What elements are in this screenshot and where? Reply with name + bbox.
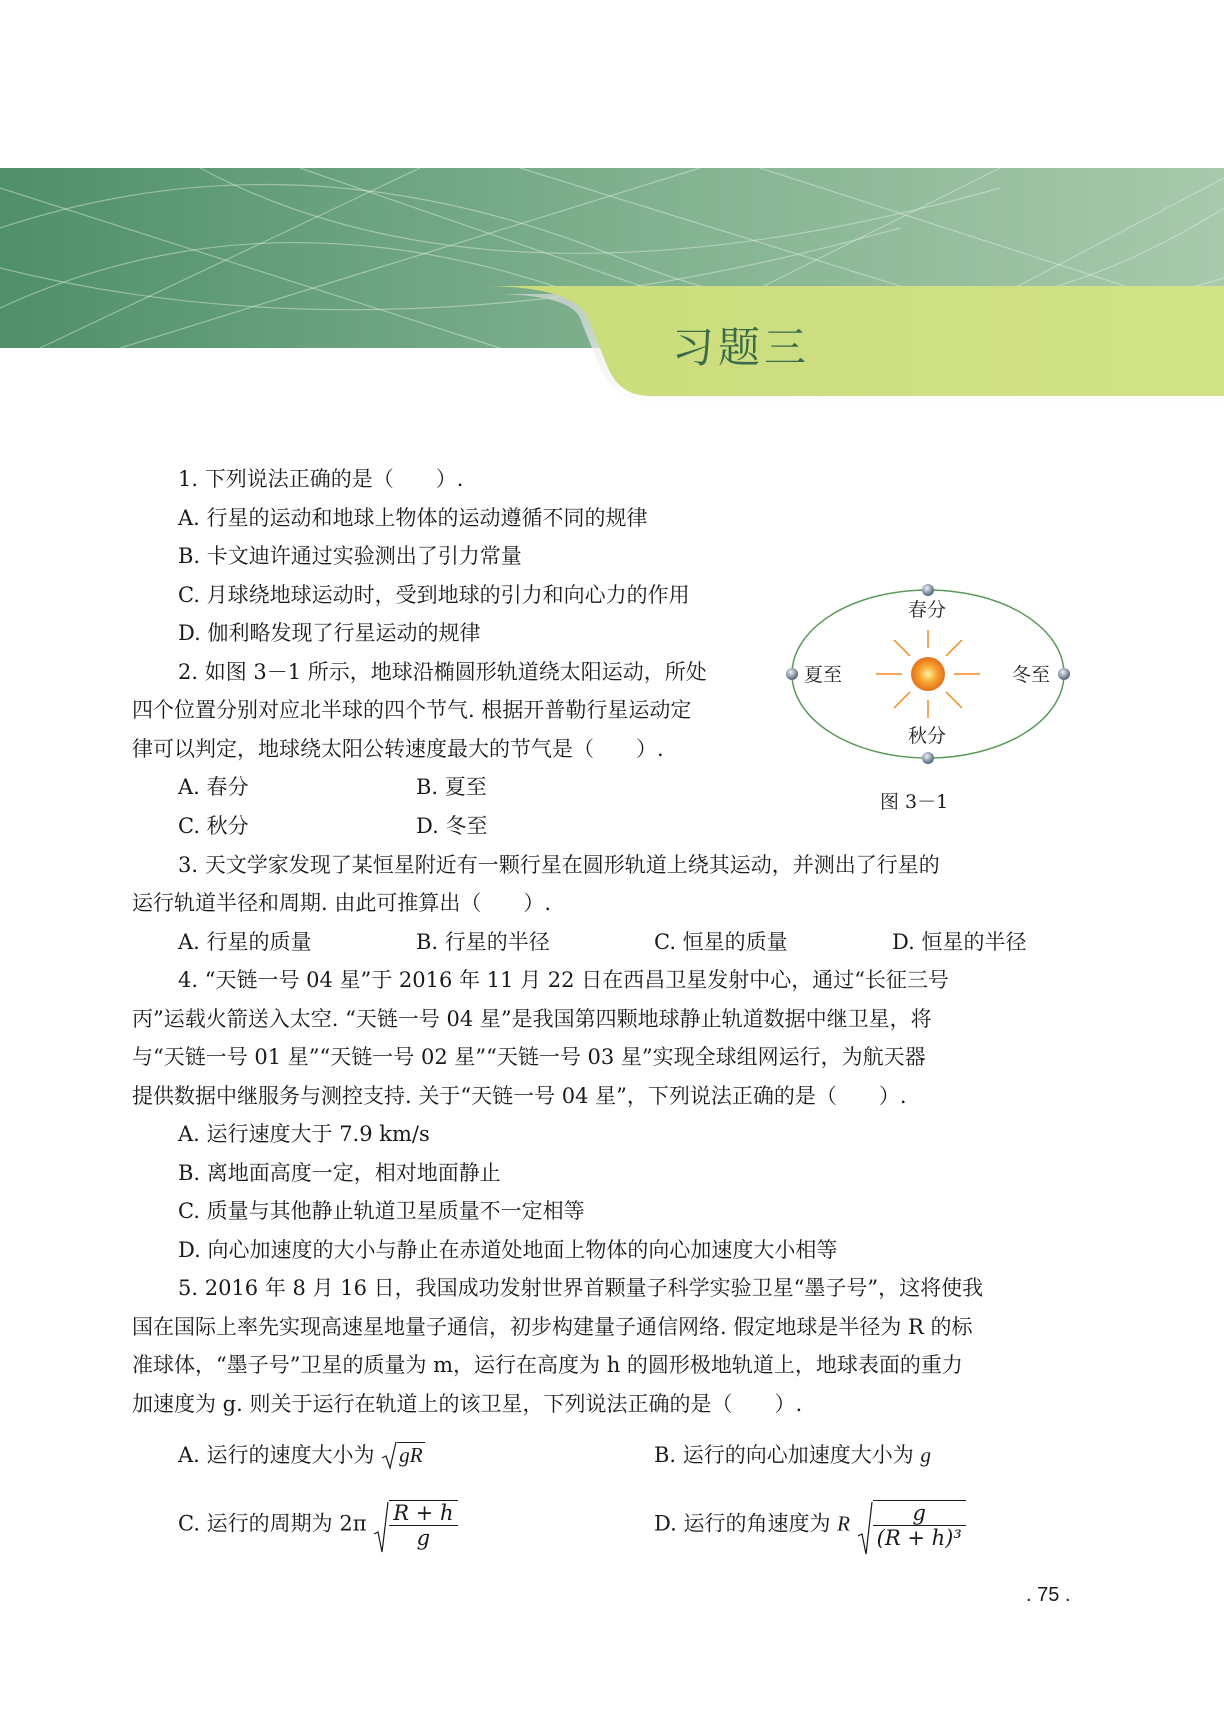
- q5-option-a: [178, 1440, 425, 1470]
- q5-option-a-expr: gR: [399, 1443, 423, 1467]
- q4-option-d: D. 向心加速度的大小与静止在赤道处地面上物体的向心加速度大小相等: [178, 1238, 838, 1262]
- q2-line-2: 四个位置分别对应北半球的四个节气. 根据开普勒行星运动定: [132, 698, 692, 722]
- q4-option-c: C. 质量与其他静止轨道卫星质量不一定相等: [178, 1199, 585, 1223]
- q3-line-1: 3. 天文学家发现了某恒星附近有一颗行星在圆形轨道上绕其运动，并测出了行星的: [178, 853, 940, 877]
- q3-line-2: 运行轨道半径和周期. 由此可推算出（ ）.: [132, 891, 552, 915]
- q5-line-4: 加速度为 g. 则关于运行在轨道上的该卫星，下列说法正确的是（ ）.: [132, 1392, 803, 1416]
- orbit-diagram: [780, 572, 1080, 792]
- q5-option-c: [178, 1500, 458, 1550]
- page-number: . 75 .: [1026, 1584, 1071, 1606]
- q5-option-d-text: D. 运行的角速度为: [654, 1511, 831, 1536]
- q3-option-a: A. 行星的质量: [178, 930, 312, 954]
- earth-icon-autumn: [922, 752, 934, 764]
- q2-option-d: D. 冬至: [416, 814, 488, 838]
- q2-option-a: A. 春分: [178, 775, 249, 799]
- q4-line-4: 提供数据中继服务与测控支持. 关于“天链一号 04 星”，下列说法正确的是（ ）.: [132, 1084, 907, 1108]
- q5-option-c-numerator: R + h: [389, 1501, 457, 1526]
- label-summer: 夏至: [804, 664, 843, 686]
- q5-option-d-prefix: R: [837, 1511, 850, 1536]
- q1-option-b: B. 卡文迪许通过实验测出了引力常量: [178, 544, 522, 568]
- label-autumn: 秋分: [908, 725, 947, 747]
- q5-option-b: [654, 1440, 931, 1470]
- figure-caption: 图 3－1: [880, 791, 949, 813]
- q4-option-a: A. 运行速度大于 7.9 km/s: [178, 1122, 430, 1146]
- q2-line-1: 2. 如图 3－1 所示，地球沿椭圆形轨道绕太阳运动，所处: [178, 660, 707, 684]
- q5-line-1: 5. 2016 年 8 月 16 日，我国成功发射世界首颗量子科学实验卫星“墨子号”，这将使我: [178, 1276, 984, 1300]
- q1-option-a: A. 行星的运动和地球上物体的运动遵循不同的规律: [178, 506, 648, 530]
- q5-option-c-text: C. 运行的周期为 2π: [178, 1511, 367, 1536]
- q5-option-d-denominator: (R + h)³: [876, 1526, 962, 1550]
- q5-option-a-text: A. 运行的速度大小为: [178, 1443, 375, 1467]
- q5-option-b-text: B. 运行的向心加速度大小为: [654, 1443, 914, 1467]
- earth-icon-winter: [1058, 668, 1070, 680]
- q5-line-2: 国在国际上率先实现高速星地量子通信，初步构建量子通信网络. 假定地球是半径为 R 的标: [132, 1315, 973, 1339]
- q5-option-c-denominator: g: [416, 1526, 431, 1550]
- label-spring: 春分: [908, 599, 947, 621]
- q3-option-b: B. 行星的半径: [416, 930, 550, 954]
- figure-orbit: [780, 572, 1080, 822]
- q5-option-b-expr: g: [920, 1443, 931, 1467]
- q1-option-c: C. 月球绕地球运动时，受到地球的引力和向心力的作用: [178, 583, 690, 607]
- earth-icon-summer: [786, 668, 798, 680]
- q4-line-3: 与“天链一号 01 星”“天链一号 02 星”“天链一号 03 星”实现全球组网运行，为航天器: [132, 1045, 926, 1069]
- earth-icon-spring: [922, 584, 934, 596]
- q3-option-d: D. 恒星的半径: [892, 930, 1027, 954]
- banner-graphic: [0, 168, 1224, 408]
- q3-option-c: C. 恒星的质量: [654, 930, 788, 954]
- q5-option-d-sqrt: [857, 1500, 966, 1550]
- q5-option-d: [654, 1500, 966, 1550]
- q5-option-d-numerator: g: [873, 1501, 966, 1526]
- q5-option-a-sqrt: [381, 1440, 424, 1470]
- header-banner: [0, 168, 1224, 408]
- page-title: 习题三: [672, 323, 811, 372]
- label-winter: 冬至: [1012, 664, 1051, 686]
- q1-option-d: D. 伽利略发现了行星运动的规律: [178, 621, 481, 645]
- q1-stem: 1. 下列说法正确的是（ ）.: [178, 467, 464, 491]
- q4-line-1: 4. “天链一号 04 星”于 2016 年 11 月 22 日在西昌卫星发射中心，通过“长征三号: [178, 968, 949, 992]
- q4-line-2: 丙”运载火箭送入太空. “天链一号 04 星”是我国第四颗地球静止轨道数据中继卫星，将: [132, 1007, 932, 1031]
- q2-option-b: B. 夏至: [416, 775, 487, 799]
- q5-line-3: 准球体，“墨子号”卫星的质量为 m，运行在高度为 h 的圆形极地轨道上，地球表面的重力: [132, 1353, 963, 1377]
- sun-icon: [876, 630, 980, 718]
- q4-option-b: B. 离地面高度一定，相对地面静止: [178, 1161, 501, 1185]
- q2-option-c: C. 秋分: [178, 814, 249, 838]
- q2-line-3: 律可以判定，地球绕太阳公转速度最大的节气是（ ）.: [132, 737, 664, 761]
- q5-option-c-sqrt: [373, 1500, 457, 1550]
